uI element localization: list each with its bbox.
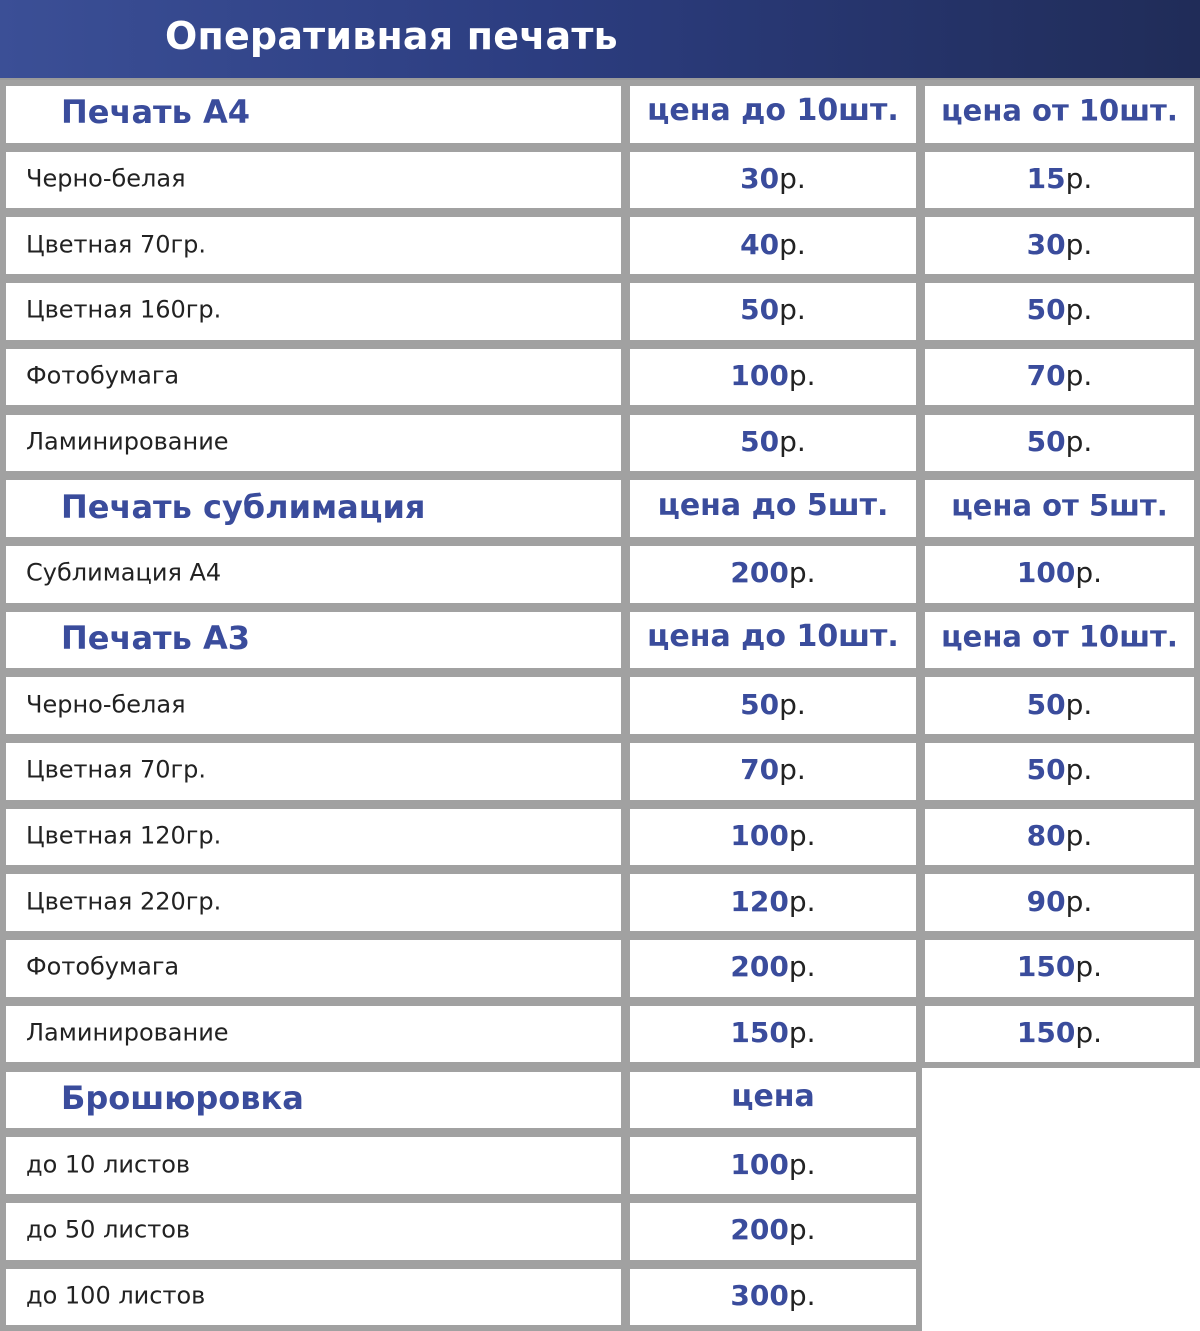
currency-suffix: р.	[779, 687, 806, 721]
price-value	[630, 819, 916, 852]
row-label: до 50 листов	[26, 1215, 191, 1244]
price-cell	[624, 1197, 922, 1266]
price-value	[925, 293, 1194, 326]
price-cell	[919, 737, 1200, 806]
price-value	[925, 753, 1194, 786]
price-cell	[624, 211, 922, 280]
price-value	[630, 359, 916, 392]
price-cell	[919, 868, 1200, 937]
currency-suffix: р.	[788, 950, 816, 984]
currency-suffix: р.	[1065, 227, 1093, 261]
price-number: 200	[730, 950, 789, 984]
price-cell	[919, 803, 1200, 872]
price-value	[630, 1147, 916, 1180]
row-label: до 100 листов	[26, 1281, 206, 1310]
column-header-cell	[919, 474, 1200, 543]
column-header: цена от 10шт.	[941, 619, 1178, 654]
price-cell	[624, 277, 922, 346]
currency-suffix: р.	[788, 818, 816, 852]
column-header: цена до 5шт.	[657, 487, 889, 523]
currency-suffix: р.	[1065, 884, 1093, 918]
price-cell	[919, 540, 1200, 609]
price-cell	[624, 1000, 922, 1069]
price-value	[925, 819, 1194, 852]
price-number: 200	[730, 556, 789, 590]
currency-suffix: р.	[788, 884, 816, 918]
price-cell	[624, 737, 922, 806]
price-number: 80	[1026, 818, 1066, 852]
row-label-cell	[0, 277, 627, 346]
price-number: 120	[730, 884, 789, 918]
section-header-cell	[0, 1066, 627, 1135]
price-number: 100	[730, 358, 789, 392]
column-header: цена до 10шт.	[647, 93, 899, 129]
price-cell	[624, 671, 922, 740]
currency-suffix: р.	[1075, 556, 1103, 590]
price-value	[925, 425, 1194, 458]
price-value	[925, 359, 1194, 392]
currency-suffix: р.	[788, 556, 816, 590]
price-number: 200	[730, 1213, 789, 1247]
currency-suffix: р.	[788, 358, 816, 392]
currency-suffix: р.	[779, 161, 806, 195]
price-number: 150	[1016, 1015, 1076, 1049]
price-number: 70	[740, 753, 780, 787]
price-value	[925, 1016, 1194, 1049]
row-label-cell	[0, 1263, 627, 1331]
row-label: Цветная 70гр.	[26, 230, 206, 259]
price-cell	[919, 146, 1200, 215]
price-cell	[919, 934, 1200, 1003]
row-label: Черно-белая	[26, 164, 186, 193]
price-value	[630, 753, 916, 786]
price-cell	[624, 803, 922, 872]
row-label-cell	[0, 409, 627, 478]
price-value	[630, 1213, 916, 1246]
row-label-cell	[0, 343, 627, 412]
price-number: 50	[740, 687, 780, 721]
currency-suffix: р.	[1075, 1015, 1103, 1049]
section-header-cell	[0, 474, 627, 543]
price-number: 50	[1026, 687, 1066, 721]
currency-suffix: р.	[788, 1015, 816, 1049]
currency-suffix: р.	[788, 1213, 816, 1247]
price-number: 50	[1026, 753, 1066, 787]
price-cell	[624, 540, 922, 609]
price-number: 50	[740, 293, 780, 327]
currency-suffix: р.	[779, 753, 806, 787]
column-header-cell	[919, 606, 1200, 675]
price-number: 40	[740, 227, 780, 261]
price-number: 50	[740, 424, 780, 458]
row-label-cell	[0, 146, 627, 215]
currency-suffix: р.	[1065, 358, 1093, 392]
column-header-cell	[919, 80, 1200, 149]
price-cell	[919, 211, 1200, 280]
price-number: 50	[1026, 293, 1066, 327]
price-value	[630, 425, 916, 458]
column-header: цена	[731, 1078, 815, 1114]
currency-suffix: р.	[1065, 818, 1093, 852]
row-label-cell	[0, 868, 627, 937]
price-table	[0, 80, 1200, 1329]
currency-suffix: р.	[779, 293, 806, 327]
row-label: Цветная 220гр.	[26, 887, 222, 916]
price-value	[925, 687, 1194, 720]
price-number: 100	[730, 1147, 789, 1181]
price-value	[630, 556, 916, 589]
column-header: цена от 5шт.	[951, 488, 1168, 523]
price-number: 30	[740, 161, 780, 195]
price-value	[630, 885, 916, 918]
row-label-cell	[0, 211, 627, 280]
section-title: Печать сублимация	[61, 487, 426, 526]
column-header-cell	[624, 474, 922, 543]
currency-suffix: р.	[1065, 753, 1093, 787]
column-header: цена от 10шт.	[941, 93, 1178, 128]
price-cell	[624, 934, 922, 1003]
price-cell	[624, 1263, 922, 1331]
price-value	[630, 293, 916, 326]
price-cell	[624, 343, 922, 412]
column-header-cell	[624, 606, 922, 675]
row-label: Цветная 120гр.	[26, 821, 222, 850]
price-number: 15	[1026, 161, 1066, 195]
price-cell	[919, 343, 1200, 412]
price-value	[925, 950, 1194, 983]
section-header-cell	[0, 606, 627, 675]
price-cell	[624, 1131, 922, 1200]
price-cell	[624, 409, 922, 478]
price-number: 300	[730, 1278, 789, 1312]
price-value	[925, 885, 1194, 918]
column-header-cell	[624, 1066, 922, 1135]
row-label-cell	[0, 934, 627, 1003]
price-value	[925, 228, 1194, 261]
section-title: Печать А3	[61, 619, 250, 658]
row-label-cell	[0, 1000, 627, 1069]
price-value	[630, 162, 916, 195]
price-number: 150	[1016, 950, 1076, 984]
price-number: 150	[730, 1015, 789, 1049]
row-label-cell	[0, 540, 627, 609]
row-label: Черно-белая	[26, 690, 186, 719]
currency-suffix: р.	[788, 1147, 816, 1181]
section-title: Печать А4	[61, 93, 250, 132]
price-cell	[624, 868, 922, 937]
price-cell	[919, 1000, 1200, 1069]
row-label-cell	[0, 671, 627, 740]
price-value	[630, 950, 916, 983]
section-header-cell	[0, 80, 627, 149]
row-label: до 10 листов	[26, 1150, 191, 1179]
price-number: 50	[1026, 424, 1066, 458]
section-title: Брошюровка	[61, 1078, 304, 1117]
currency-suffix: р.	[1065, 424, 1093, 458]
row-label-cell	[0, 1131, 627, 1200]
price-cell	[919, 671, 1200, 740]
price-value	[630, 228, 916, 261]
column-header-cell	[624, 80, 922, 149]
currency-suffix: р.	[1065, 161, 1093, 195]
row-label: Сублимация А4	[26, 558, 222, 587]
currency-suffix: р.	[779, 424, 806, 458]
row-label-cell	[0, 803, 627, 872]
price-value	[630, 1016, 916, 1049]
column-header: цена до 10шт.	[647, 618, 899, 654]
row-label: Фотобумага	[26, 953, 180, 982]
currency-suffix: р.	[1075, 950, 1103, 984]
page-title: Оперативная печать	[165, 14, 618, 58]
price-cell	[624, 146, 922, 215]
price-value	[925, 556, 1194, 589]
price-value	[630, 687, 916, 720]
price-number: 90	[1026, 884, 1066, 918]
price-number: 70	[1026, 358, 1066, 392]
price-value	[630, 1279, 916, 1312]
row-label-cell	[0, 737, 627, 806]
row-label: Ламинирование	[26, 1018, 229, 1047]
price-cell	[919, 409, 1200, 478]
row-label: Фотобумага	[26, 361, 180, 390]
price-value	[925, 162, 1194, 195]
row-label-cell	[0, 1197, 627, 1266]
row-label: Ламинирование	[26, 427, 229, 456]
title-banner	[0, 0, 1200, 80]
currency-suffix: р.	[779, 227, 806, 261]
row-label: Цветная 70гр.	[26, 755, 206, 784]
currency-suffix: р.	[1065, 687, 1093, 721]
price-number: 100	[1016, 556, 1076, 590]
currency-suffix: р.	[788, 1278, 816, 1312]
currency-suffix: р.	[1065, 293, 1093, 327]
row-label: Цветная 160гр.	[26, 296, 222, 325]
price-number: 30	[1026, 227, 1066, 261]
price-cell	[919, 277, 1200, 346]
price-number: 100	[730, 818, 789, 852]
